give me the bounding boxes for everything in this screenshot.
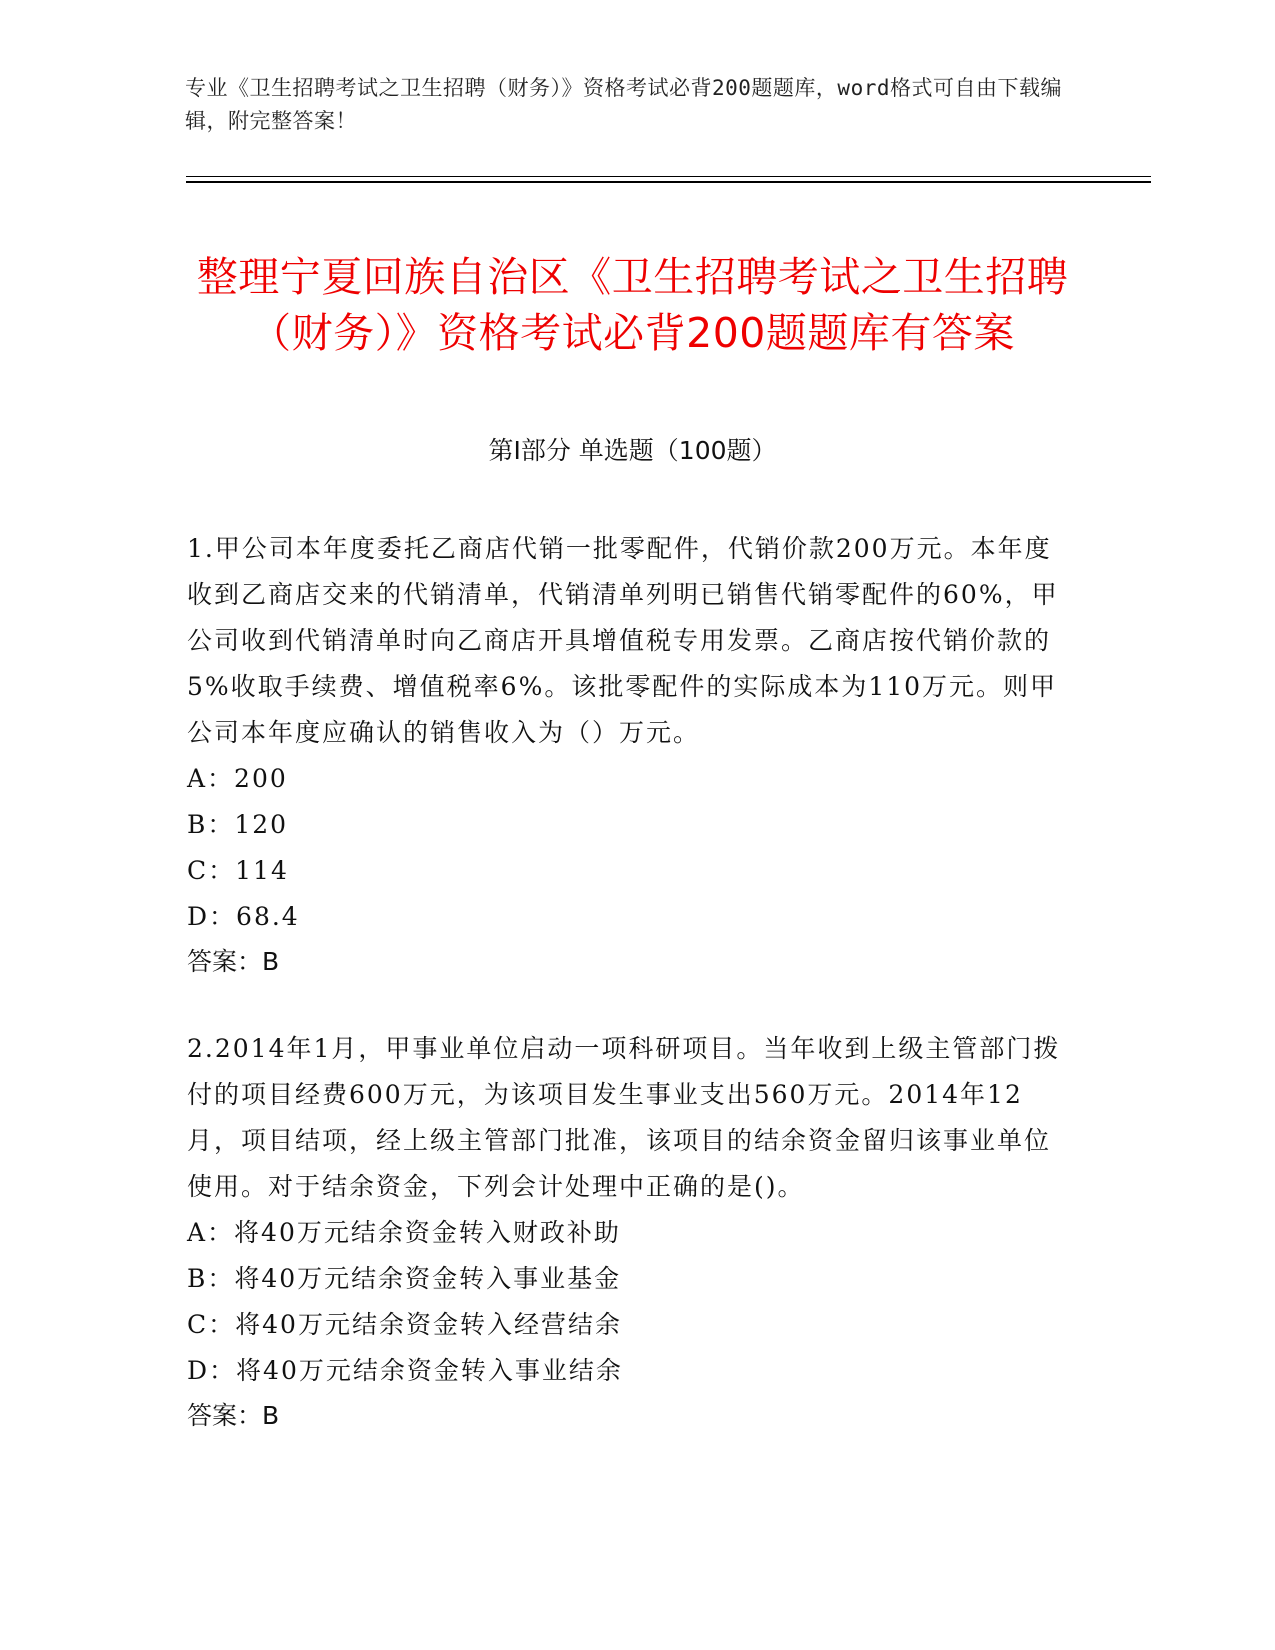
header-divider-thin [186,176,1151,177]
option-b: B：120 [187,810,289,839]
answer: 答案：B [187,947,280,976]
option-d: D：将40万元结余资金转入事业结余 [187,1356,623,1385]
option-a: A：200 [187,764,288,793]
option-d: D：68.4 [187,902,300,931]
document-title: 整理宁夏回族自治区《卫生招聘考试之卫生招聘（财务）》资格考试必背200题题库有答案 [196,253,1069,358]
section-title: 第I部分 单选题（100题） [488,436,777,465]
option-b: B：将40万元结余资金转入事业基金 [187,1264,622,1293]
option-a: A：将40万元结余资金转入财政补助 [187,1218,621,1247]
option-c: C：将40万元结余资金转入经营结余 [187,1310,622,1339]
question-text: 1.甲公司本年度委托乙商店代销一批零配件，代销价款200万元。本年度收到乙商店交来的代销清单，代销清单列明已销售代销零配件的60%，甲公司收到代销清单时向乙商店开具增值税专用发票。乙商店按代销价款的5%收取手续费、增值税率6%。该批零配件的实际成本为110万元。则甲公司本年度应确认的销售收入为（）万元。 [187,534,1059,747]
header-divider-thick [186,181,1151,183]
question-text: 2.2014年1月，甲事业单位启动一项科研项目。当年收到上级主管部门拨付的项目经费600万元，为该项目发生事业支出560万元。2014年12月，项目结项，经上级主管部门批准，该项目的结余资金留归该事业单位使用。对于结余资金，下列会计处理中正确的是()。 [187,1034,1061,1201]
header-note: 专业《卫生招聘考试之卫生招聘（财务）》资格考试必背200题题库，word格式可自由下载编辑，附完整答案！ [185,76,1062,133]
answer: 答案：B [187,1401,280,1430]
option-c: C：114 [187,856,289,885]
question-1 [187,526,1067,984]
question-2 [187,1026,1067,1438]
